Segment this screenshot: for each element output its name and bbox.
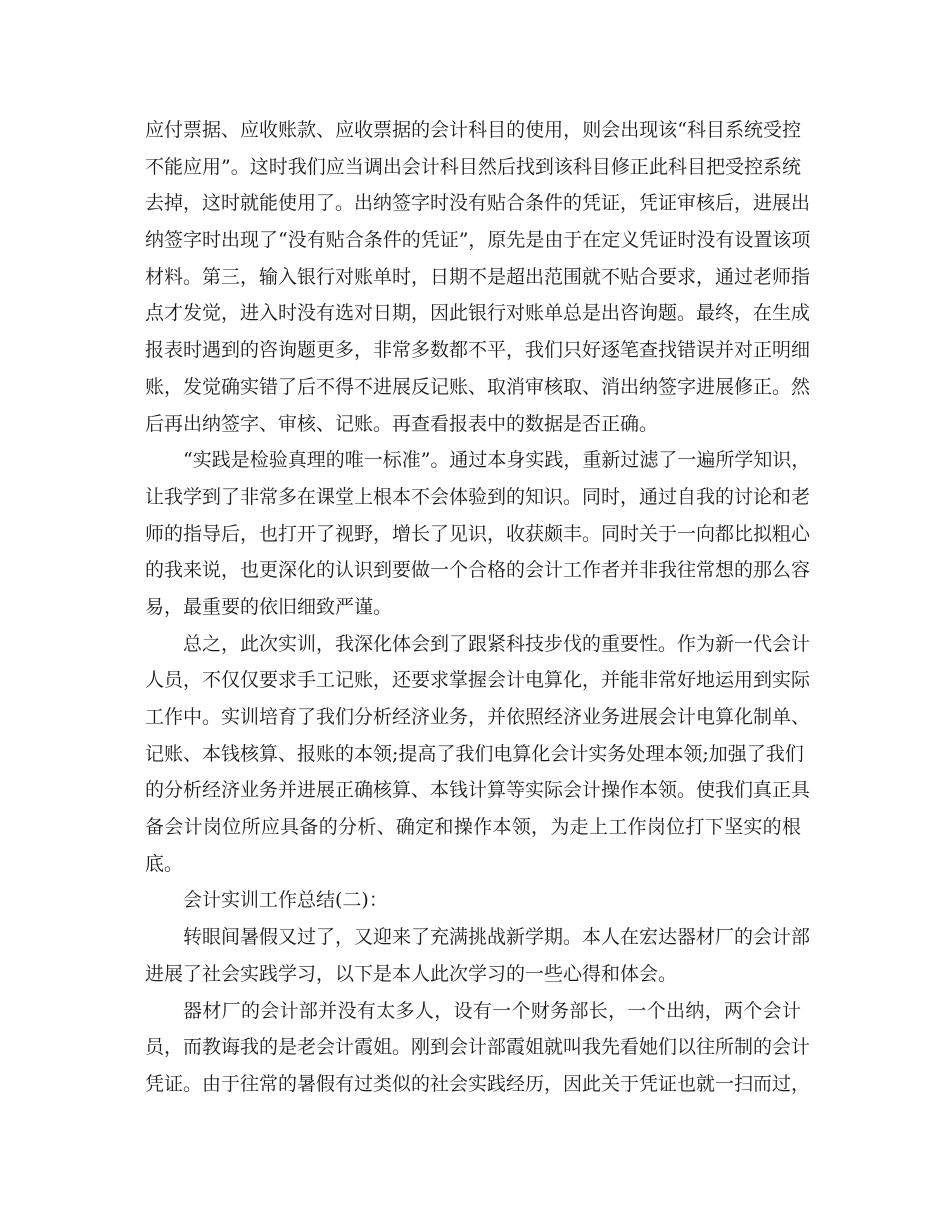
text-line: 的分析经济业务并进展正确核算、本钱计算等实际会计操作本领。使我们真正具 bbox=[145, 779, 811, 802]
text-line: 应付票据、应收账款、应收票据的会计科目的使用，则会出现该“科目系统受控 bbox=[145, 119, 801, 141]
text-line: 工作中。实训培育了我们分析经济业务，并依照经济业务进展会计电算化制单、 bbox=[145, 706, 811, 728]
text-line: 会计实训工作总结(二)： bbox=[183, 889, 388, 912]
text-line: 材料。第三，输入银行对账单时，日期不是超出范围就不贴合要求，通过老师指 bbox=[145, 265, 811, 288]
text-line: 凭证。由于往常的暑假有过类似的社会实践经历，因此关于凭证也就一扫而过， bbox=[145, 1072, 811, 1095]
text-line: 的我来说，也更深化的认识到要做一个合格的会计工作者并非我往常想的那么容 bbox=[145, 559, 811, 582]
text-line: 去掉，这时就能使用了。出纳签字时没有贴合条件的凭证，凭证审核后，进展出 bbox=[145, 192, 811, 215]
text-line: 点才发觉，进入时没有选对日期，因此银行对账单总是出咨询题。最终，在生成 bbox=[145, 302, 811, 325]
text-line: 师的指导后，也打开了视野，增长了见识，收获颇丰。同时关于一向都比拟粗心 bbox=[145, 522, 811, 545]
text-line: 让我学到了非常多在课堂上根本不会体验到的知识。同时，通过自我的讨论和老 bbox=[145, 485, 811, 508]
text-line: 记账、本钱核算、报账的本领;提高了我们电算化会计实务处理本领;加强了我们 bbox=[145, 742, 804, 765]
text-line: 器材厂的会计部并没有太多人，设有一个财务部长，一个出纳，两个会计 bbox=[183, 999, 801, 1022]
text-line: 备会计岗位所应具备的分析、确定和操作本领，为走上工作岗位打下坚实的根 bbox=[145, 816, 801, 839]
document-body bbox=[145, 112, 811, 1103]
text-line: 总之，此次实训，我深化体会到了跟紧科技步伐的重要性。作为新一代会计 bbox=[183, 632, 811, 655]
text-line: 不能应用”。这时我们应当调出会计科目然后找到该科目修正此科目把受控系统 bbox=[145, 155, 801, 178]
text-line: 账，发觉确实错了后不得不进展反记账、取消审核取、消出纳签字进展修正。然 bbox=[145, 375, 811, 398]
text-line: 易，最重要的依旧细致严谨。 bbox=[145, 595, 393, 618]
text-line: 员，而教诲我的是老会计霞姐。刚到会计部霞姐就叫我先看她们以往所制的会计 bbox=[145, 1036, 811, 1059]
text-line: “实践是检验真理的唯一标准”。通过本身实践，重新过滤了一遍所学知识， bbox=[183, 449, 811, 472]
text-line: 人员，不仅仅要求手工记账，还要求掌握会计电算化，并能非常好地运用到实际 bbox=[145, 669, 811, 692]
text-line: 后再出纳签字、审核、记账。再查看报表中的数据是否正确。 bbox=[145, 412, 659, 435]
text-line: 转眼间暑假又过了，又迎来了充满挑战新学期。本人在宏达器材厂的会计部 bbox=[183, 926, 811, 949]
text-line: 纳签字时出现了“没有贴合条件的凭证”，原先是由于在定义凭证时没有设置该项 bbox=[145, 229, 811, 252]
text-line: 报表时遇到的咨询题更多，非常多数都不平，我们只好逐笔查找错误并对正明细 bbox=[145, 339, 811, 362]
text-line: 底。 bbox=[145, 852, 184, 875]
text-line: 进展了社会实践学习，以下是本人此次学习的一些心得和体会。 bbox=[145, 962, 678, 985]
